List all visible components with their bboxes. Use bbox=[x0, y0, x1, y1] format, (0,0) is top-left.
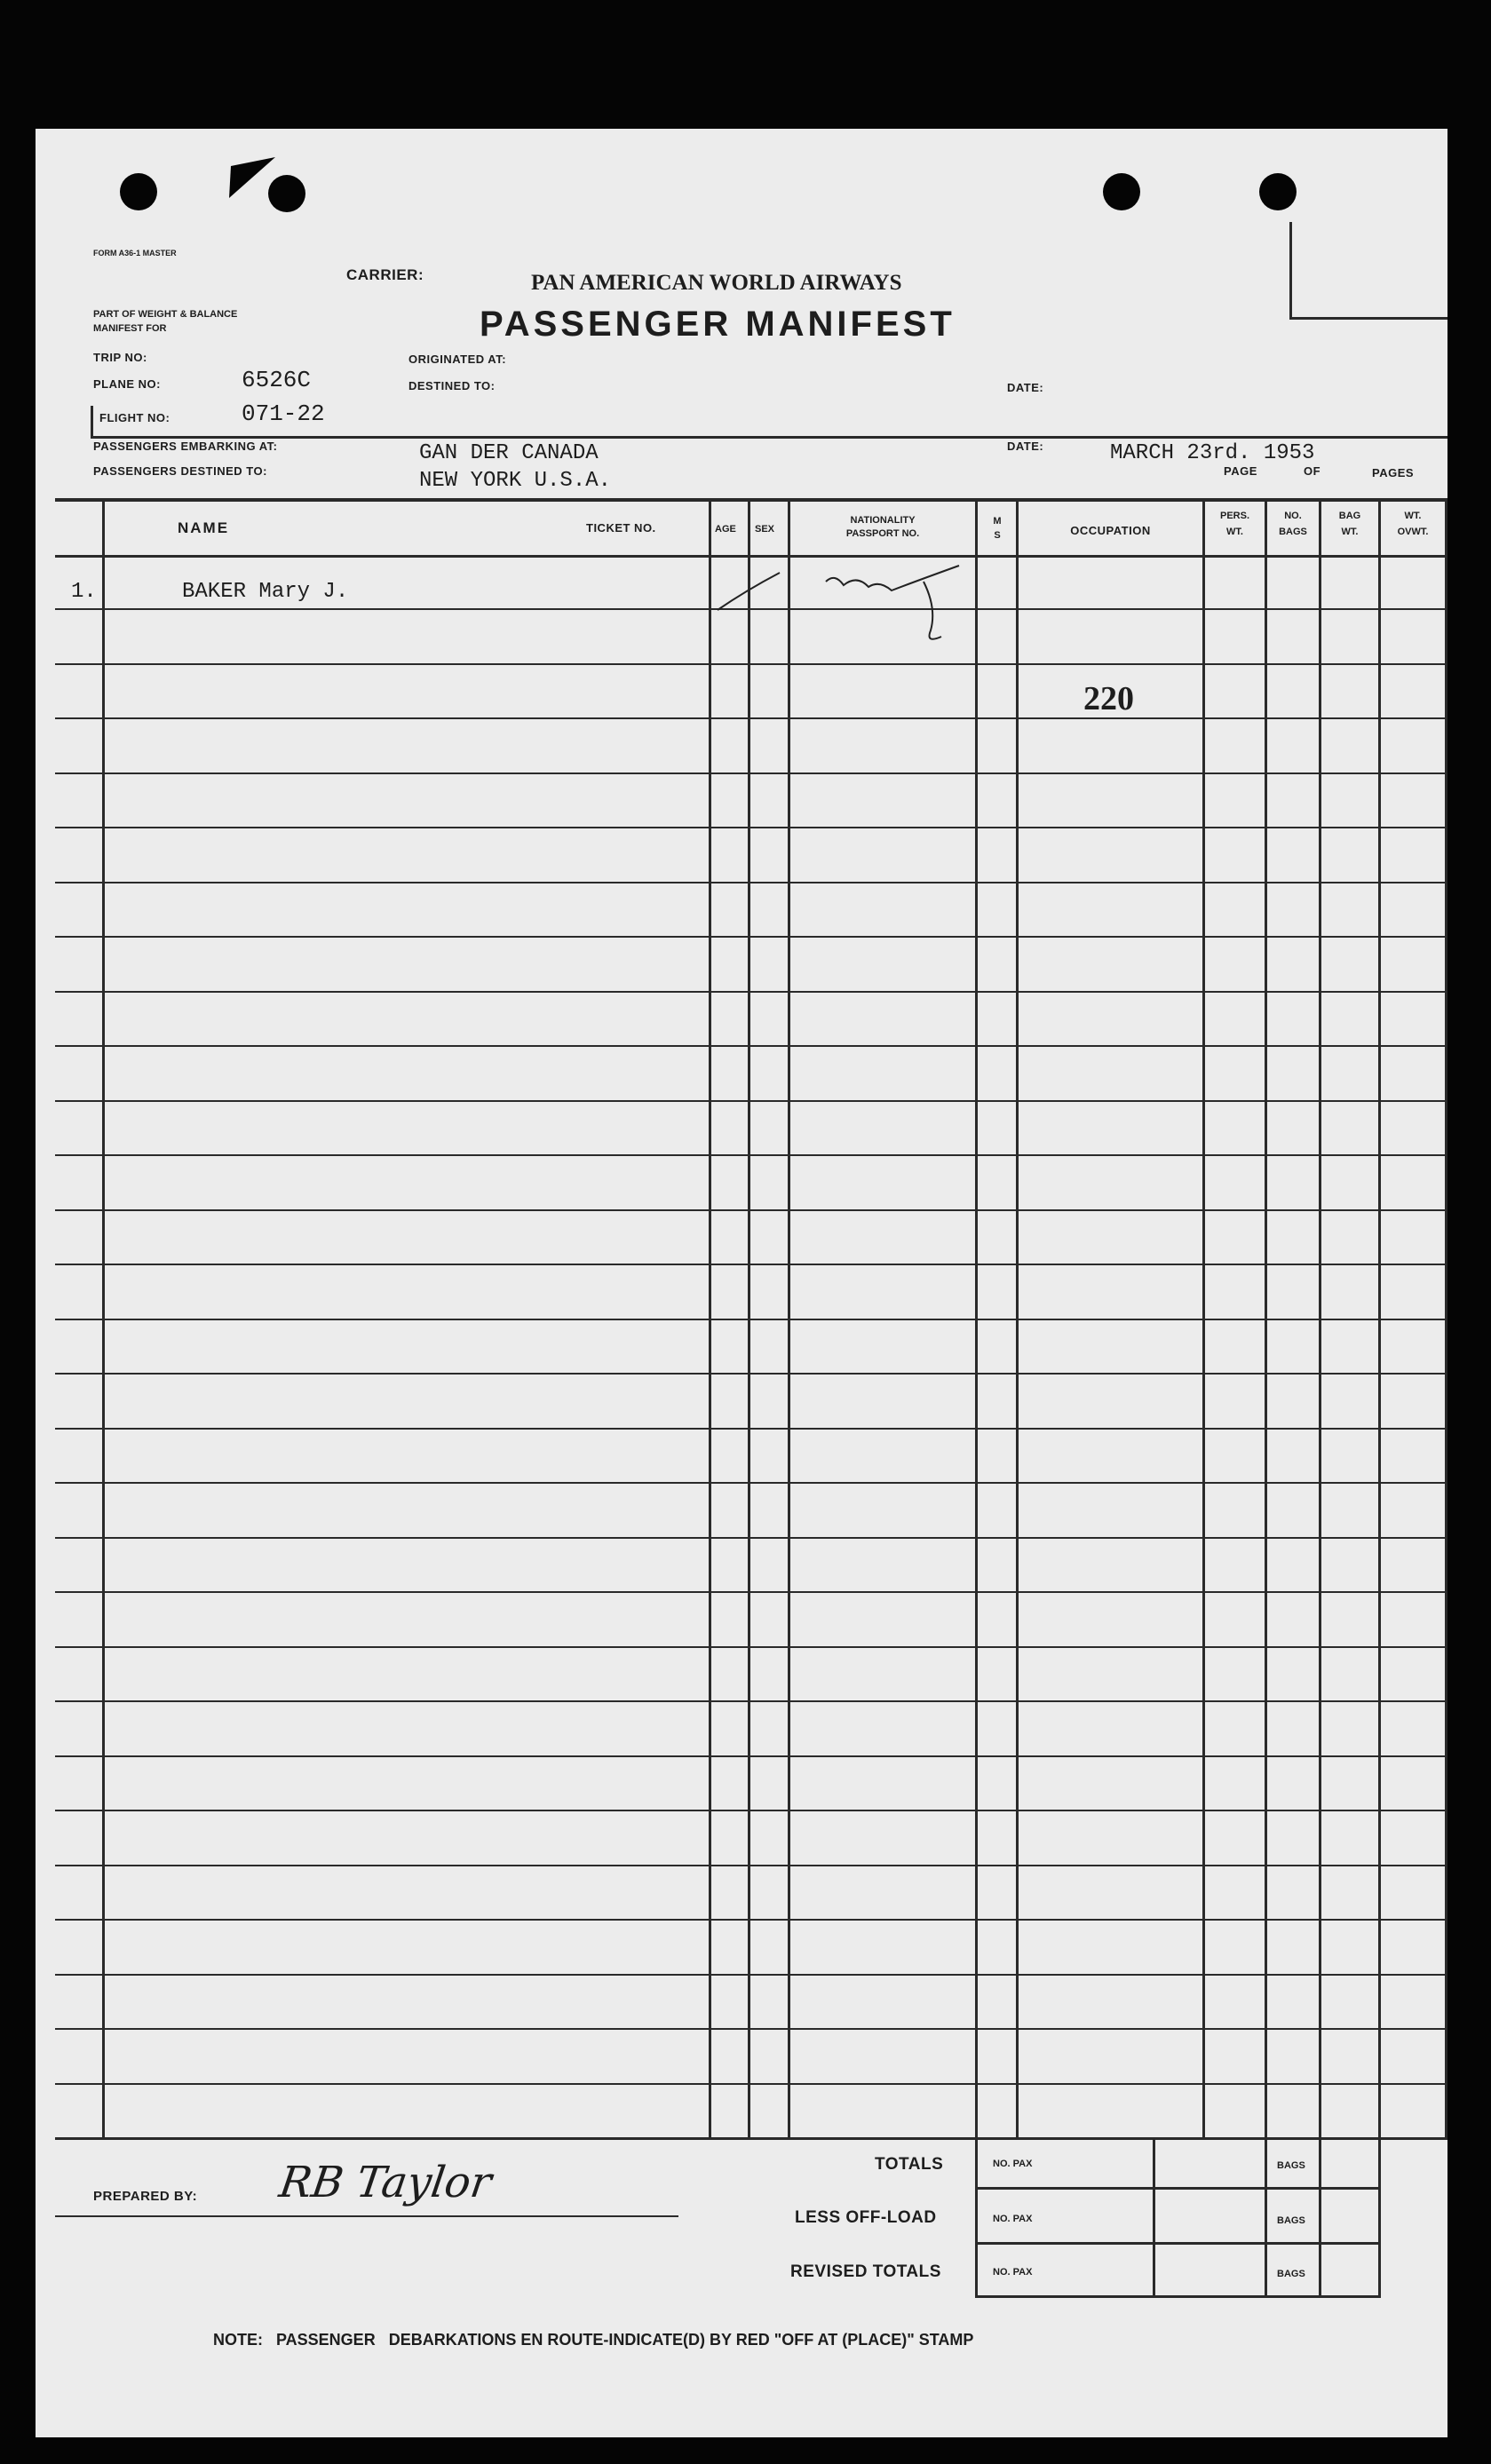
flight-bracket bbox=[91, 406, 93, 438]
no-pax-label: NO. PAX bbox=[993, 2267, 1033, 2278]
trip-no-label: TRIP NO: bbox=[93, 351, 147, 364]
table-row bbox=[55, 772, 1447, 774]
table-row bbox=[55, 936, 1447, 938]
totals-label: TOTALS bbox=[875, 2155, 944, 2174]
handwritten-tick-icon bbox=[710, 564, 790, 617]
manifest-page bbox=[36, 129, 1447, 2437]
totals-grid-line bbox=[975, 2138, 978, 2298]
table-row bbox=[55, 1319, 1447, 1320]
row-number: 1. bbox=[71, 580, 97, 604]
pages-label: PAGES bbox=[1372, 466, 1415, 479]
totals-grid-line bbox=[1153, 2138, 1155, 2298]
table-row bbox=[55, 1154, 1447, 1156]
embarking-label: PASSENGERS EMBARKING AT: bbox=[93, 440, 278, 453]
corner-bracket bbox=[1289, 317, 1447, 320]
destined-passengers-label: PASSENGERS DESTINED TO: bbox=[93, 464, 267, 478]
table-row bbox=[55, 1700, 1447, 1702]
column-header-occupation: OCCUPATION bbox=[1070, 524, 1151, 537]
table-row bbox=[55, 1045, 1447, 1047]
table-row bbox=[55, 1755, 1447, 1757]
of-label: OF bbox=[1304, 464, 1321, 478]
column-header-bag-wt: WT. bbox=[1341, 527, 1359, 537]
destined-label: DESTINED TO: bbox=[408, 379, 496, 392]
form-number: FORM A36-1 MASTER bbox=[93, 249, 177, 257]
table-header-bottom bbox=[55, 555, 1447, 558]
column-header-name: NAME bbox=[178, 519, 230, 536]
date-value: MARCH 23rd. 1953 bbox=[1110, 441, 1315, 465]
bags-label: BAGS bbox=[1277, 2160, 1305, 2171]
column-header-pers-wt: PERS. bbox=[1219, 511, 1249, 521]
table-row bbox=[55, 1919, 1447, 1921]
column-header-bag-wt: BAG bbox=[1338, 511, 1361, 521]
less-offload-label: LESS OFF-LOAD bbox=[795, 2208, 937, 2227]
table-row bbox=[55, 1482, 1447, 1484]
column-header-no-bags: BAGS bbox=[1279, 527, 1307, 537]
destined-passengers-value: NEW YORK U.S.A. bbox=[419, 469, 612, 493]
totals-grid-line bbox=[1378, 2138, 1381, 2298]
part-of-label: PART OF WEIGHT & BALANCE bbox=[93, 309, 238, 320]
corner-bracket bbox=[1289, 222, 1292, 320]
punch-hole-icon bbox=[1103, 173, 1140, 210]
table-row bbox=[55, 1100, 1447, 1102]
table-row bbox=[55, 1974, 1447, 1976]
table-row bbox=[55, 2028, 1447, 2030]
table-top-border bbox=[55, 498, 1447, 502]
column-header-sex: SEX bbox=[755, 524, 775, 535]
table-row bbox=[55, 1537, 1447, 1539]
annotation-number: 220 bbox=[1083, 680, 1134, 717]
footer-note: NOTE: PASSENGER DEBARKATIONS EN ROUTE-INDICATE(D) BY RED "OFF AT (PLACE)" STAMP bbox=[213, 2331, 974, 2349]
passenger-name: BAKER Mary J. bbox=[182, 580, 349, 604]
page-label: PAGE bbox=[1224, 464, 1257, 478]
table-row bbox=[55, 1428, 1447, 1430]
totals-grid-line bbox=[1265, 2138, 1267, 2298]
table-row bbox=[55, 1209, 1447, 1211]
handwritten-scribble-icon bbox=[817, 555, 977, 644]
table-row bbox=[55, 717, 1447, 719]
signature: RB Taylor bbox=[276, 2158, 495, 2207]
bags-label: BAGS bbox=[1277, 2215, 1305, 2226]
plane-no-value: 6526C bbox=[242, 367, 312, 393]
column-header-age: AGE bbox=[715, 524, 736, 535]
table-row bbox=[55, 1646, 1447, 1648]
flight-no-value: 071-22 bbox=[242, 400, 325, 427]
table-row bbox=[55, 1865, 1447, 1866]
page-title: PASSENGER MANIFEST bbox=[480, 305, 956, 344]
table-bottom-border bbox=[55, 2137, 1447, 2140]
column-header-passport: PASSPORT NO. bbox=[845, 528, 920, 539]
column-header-marital-s: S bbox=[994, 530, 1001, 541]
table-row bbox=[55, 827, 1447, 828]
table-row bbox=[55, 1810, 1447, 1811]
torn-mark-icon bbox=[213, 155, 284, 209]
column-header-wt-ovwt: OVWT. bbox=[1397, 527, 1429, 537]
table-row bbox=[55, 1591, 1447, 1593]
punch-hole-icon bbox=[1259, 173, 1297, 210]
revised-totals-label: REVISED TOTALS bbox=[790, 2262, 941, 2281]
table-row bbox=[55, 882, 1447, 883]
prepared-by-label: PREPARED BY: bbox=[93, 2189, 198, 2204]
table-row bbox=[55, 2083, 1447, 2085]
totals-grid-line bbox=[975, 2187, 1378, 2190]
flight-bracket bbox=[91, 436, 1447, 439]
table-row bbox=[55, 663, 1447, 665]
column-header-pers-wt: WT. bbox=[1226, 527, 1243, 537]
carrier-name: PAN AMERICAN WORLD AIRWAYS bbox=[531, 271, 902, 295]
prepared-by-line bbox=[55, 2215, 678, 2217]
plane-no-label: PLANE NO: bbox=[93, 377, 161, 391]
table-row bbox=[55, 991, 1447, 993]
column-header-wt-ovwt: WT. bbox=[1404, 511, 1422, 521]
column-header-ticket: TICKET NO. bbox=[586, 521, 656, 535]
punch-hole-icon bbox=[120, 173, 157, 210]
table-row bbox=[55, 1373, 1447, 1375]
embarking-value: GAN DER CANADA bbox=[419, 441, 599, 465]
column-header-no-bags: NO. bbox=[1284, 511, 1302, 521]
totals-grid-line bbox=[975, 2295, 1378, 2298]
date-label: DATE: bbox=[1007, 381, 1044, 394]
bags-label: BAGS bbox=[1277, 2269, 1305, 2279]
manifest-for-label: MANIFEST FOR bbox=[93, 323, 167, 334]
date-label-2: DATE: bbox=[1007, 440, 1044, 453]
flight-no-label: FLIGHT NO: bbox=[99, 411, 171, 424]
originated-label: ORIGINATED AT: bbox=[408, 353, 507, 366]
totals-grid-line bbox=[1319, 2138, 1321, 2298]
carrier-label: CARRIER: bbox=[346, 266, 424, 283]
column-header-marital-m: M bbox=[993, 516, 1002, 527]
table-row bbox=[55, 1264, 1447, 1265]
no-pax-label: NO. PAX bbox=[993, 2214, 1033, 2224]
column-header-nationality: NATIONALITY bbox=[850, 515, 916, 526]
no-pax-label: NO. PAX bbox=[993, 2159, 1033, 2169]
totals-grid-line bbox=[975, 2242, 1378, 2245]
